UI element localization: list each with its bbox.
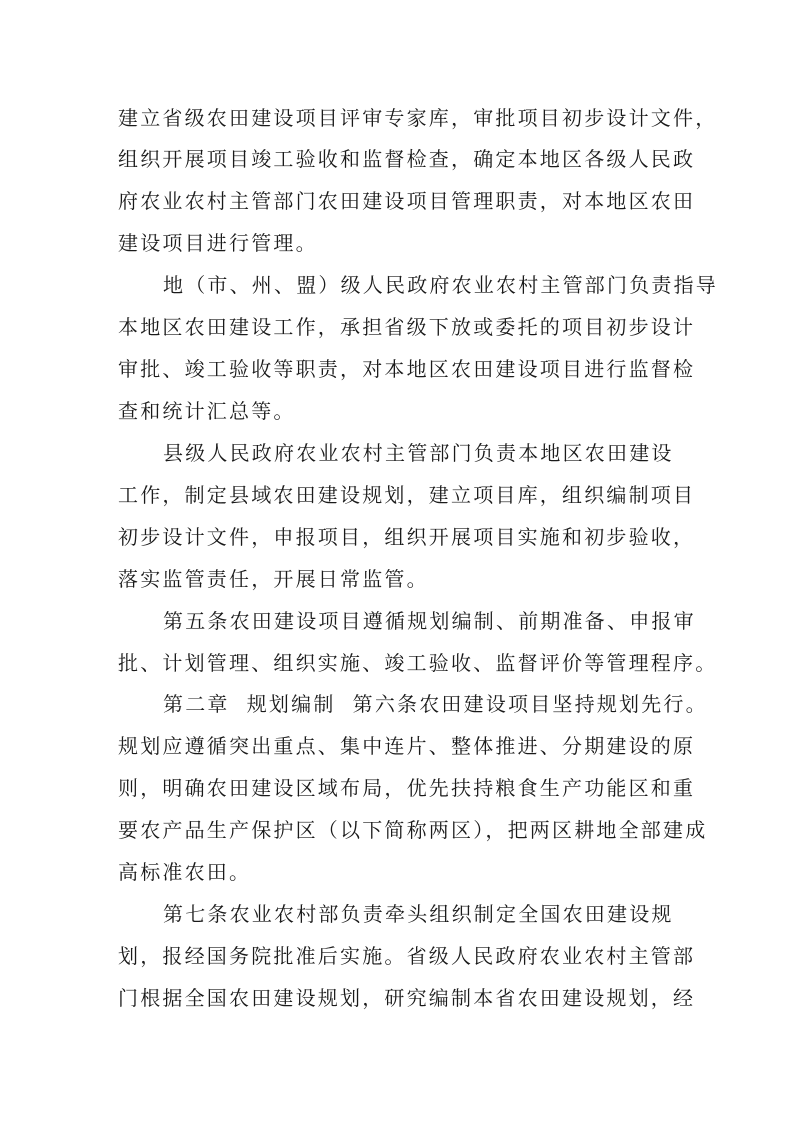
paragraph-4-line-2: 批、计划管理、组织实施、竣工验收、监督评价等管理程序。: [118, 651, 718, 675]
paragraph-4-line-1: 第五条农田建设项目遵循规划编制、前期准备、申报审: [163, 609, 696, 633]
paragraph-3-line-4: 落实监管责任，开展日常监管。: [118, 567, 429, 591]
paragraph-6-line-1: 第七条农业农村部负责牵头组织制定全国农田建设规: [163, 902, 674, 926]
paragraph-2-line-1: 地（市、州、盟）级人民政府农业农村主管部门负责指导: [163, 273, 718, 297]
paragraph-5-line-3: 则，明确农田建设区域布局，优先扶持粮食生产功能区和重: [118, 776, 696, 800]
paragraph-6-line-2: 划，报经国务院批准后实施。省级人民政府农业农村主管部: [118, 944, 696, 968]
paragraph-5-line-2: 规划应遵循突出重点、集中连片、整体推进、分期建设的原: [118, 734, 696, 758]
paragraph-3-line-1: 县级人民政府农业农村主管部门负责本地区农田建设: [163, 441, 674, 465]
paragraph-1-line-2: 组织开展项目竣工验收和监督检查，确定本地区各级人民政: [118, 147, 696, 171]
paragraph-3-line-3: 初步设计文件，申报项目，组织开展项目实施和初步验收，: [118, 525, 696, 549]
paragraph-1-line-4: 建设项目进行管理。: [118, 231, 318, 255]
paragraph-5-line-4: 要农产品生产保护区（以下简称两区），把两区耕地全部建成: [118, 818, 708, 842]
paragraph-2-line-4: 查和统计汇总等。: [118, 399, 296, 423]
paragraph-5-line-1: 第二章 规划编制 第六条农田建设项目坚持规划先行。: [163, 692, 708, 716]
paragraph-1-line-3: 府农业农村主管部门农田建设项目管理职责，对本地区农田: [118, 189, 696, 213]
paragraph-1-line-1: 建立省级农田建设项目评审专家库，审批项目初步设计文件，: [118, 106, 718, 130]
paragraph-2-line-2: 本地区农田建设工作，承担省级下放或委托的项目初步设计: [118, 315, 696, 339]
paragraph-2-line-3: 审批、竣工验收等职责，对本地区农田建设项目进行监督检: [118, 357, 696, 381]
paragraph-6-line-3: 门根据全国农田建设规划，研究编制本省农田建设规划，经: [118, 986, 696, 1010]
paragraph-5-line-5: 高标准农田。: [118, 860, 252, 884]
paragraph-3-line-2: 工作，制定县域农田建设规划，建立项目库，组织编制项目: [118, 483, 696, 507]
